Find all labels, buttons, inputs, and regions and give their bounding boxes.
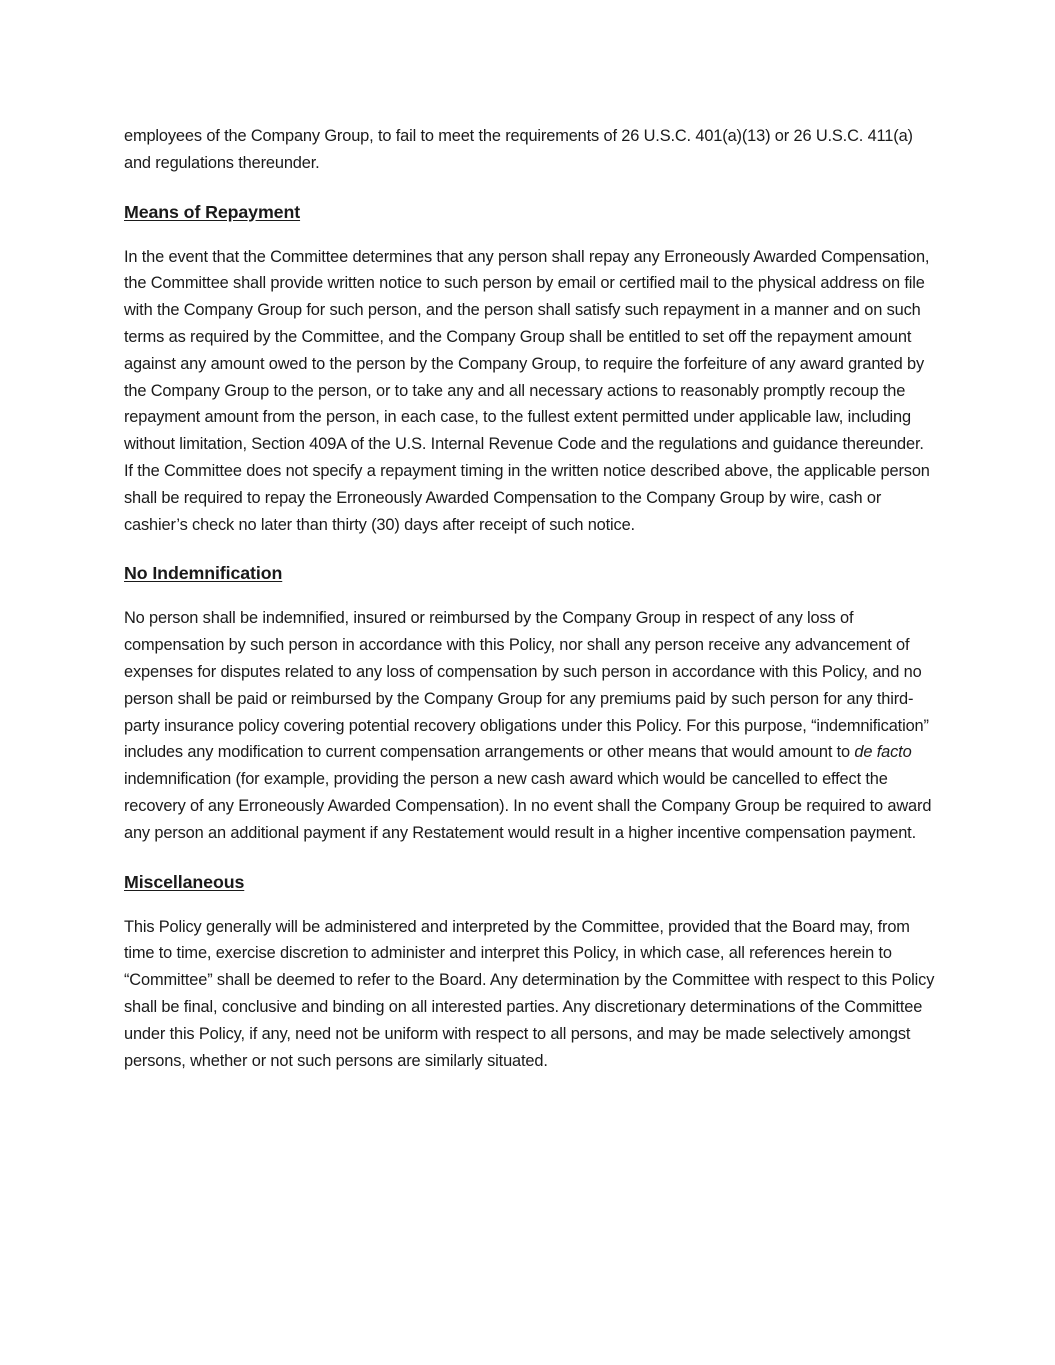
heading-means-of-repayment: Means of Repayment — [124, 201, 301, 222]
paragraph-means-of-repayment: In the event that the Committee determines that any person shall repay any Erroneously Awarded Compensation, the Committee shall provide written notice to such person by email or certified mail to the physical address on file with the Company Group for such person, and the person shall satisfy such repayment in a manner and on such terms as required by the Committee, and the Company Group shall be entitled to set off the repayment amount against any amount owed to the person by the Company Group, to require the forfeiture of any award granted by the Company Group to the person, or to take any and all necessary actions to reasonably promptly recoup the repayment amount from the person, in each case, to the fullest extent permitted under applicable law, including without limitation, Section 409A of the U.S. Internal Revenue Code and the regulations and guidance thereunder. If the Committee does not specify a repayment timing in the written notice described above, the applicable person shall be required to repay the Erroneously Awarded Compensation to the Company Group by wire, cash or cashier’s check no later than thirty (30) days after receipt of such notice. — [124, 247, 930, 534]
intro-paragraph: employees of the Company Group, to fail to meet the requirements of 26 U.S.C. 401(a)(13) or 26 U.S.C. 411(a) and regulations thereunder. — [124, 127, 913, 172]
paragraph-no-indemnification-part2: indemnification (for example, providing the person a new cash award which would be cancelled to effect the recovery of any Erroneously Awarded Compensation). In no event shall the Company Group be required to award any person an additional payment if any Restatement would result in a higher incentive compensation payment. — [124, 770, 932, 842]
paragraph-no-indemnification-italic: de facto — [854, 743, 912, 762]
heading-miscellaneous: Miscellaneous — [124, 871, 245, 892]
paragraph-no-indemnification — [124, 605, 935, 846]
heading-no-indemnification: No Indemnification — [124, 563, 283, 584]
paragraph-no-indemnification-part1: No person shall be indemnified, insured or reimbursed by the Company Group in respect of any loss of compensation by such person in accordance with this Policy, nor shall any person receive any advancement of expenses for disputes related to any loss of compensation by such person in accordance with this Policy, and no person shall be paid or reimbursed by the Company Group for any premiums paid by such person for any third-party insurance policy covering potential recovery obligations under this Policy. For this purpose, “indemnification” includes any modification to current compensation arrangements or other means that would amount to — [124, 609, 929, 762]
paragraph-miscellaneous: This Policy generally will be administered and interpreted by the Committee, provided that the Board may, from time to time, exercise discretion to administer and interpret this Policy, in which case, all references herein to “Committee” shall be deemed to refer to the Board. Any determination by the Committee with respect to this Policy shall be final, conclusive and binding on all interested parties. Any discretionary determinations of the Committee under this Policy, if any, need not be uniform with respect to all persons, and may be made selectively amongst persons, whether or not such persons are similarly situated. — [124, 917, 935, 1070]
